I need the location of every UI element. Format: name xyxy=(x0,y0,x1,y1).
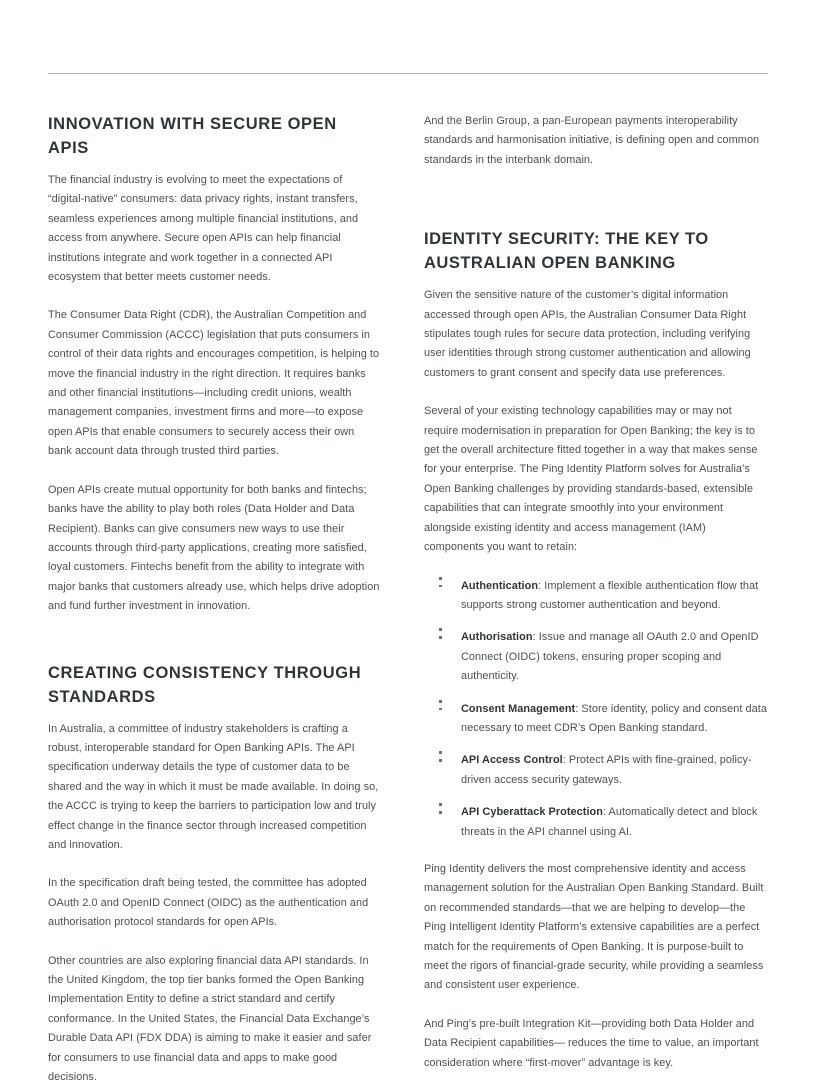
paragraph-existing-technology-capabilities: Several of your existing technology capabilities may or may not require modernisation in preparation for Open Banking; the key is to get the overall architecture fitted together in a way that makes sense for your enterprise. The Ping Identity Platform solves for Australia’s Open Banking challenges by providing standards-based, extensible capabilities that can integrate smoothly into your environment alongside existing identity and access management (IAM) components you want to retain: xyxy=(424,405,758,554)
paragraph-ping-identity-delivers: Ping Identity delivers the most comprehensive identity and access management solution for the Australian Open Banking Standard. Built on recommended standards—that we are helping to develop—the Ping Intelligent Identity Platform’s extensive capabilities are a perfect match for the requirements of Open Banking. It is purpose-built to meet the rigors of financial-grade security, while providing a seamless and consistent user experience. xyxy=(424,862,764,992)
bullet-marker-icon xyxy=(439,628,442,631)
capability-description: : Protect APIs with fine-grained, policy-driven access security gateways. xyxy=(461,754,752,786)
capabilities-list-block xyxy=(424,577,768,842)
heading-innovation-with-secure-open-apis: INNOVATION WITH SECURE OPEN APIS xyxy=(48,115,337,157)
capability-term: Consent Management xyxy=(461,702,576,715)
paragraph-financial-industry-evolving: The financial industry is evolving to meet the expectations of “digital-native” consumers: data privacy rights, instant transfers, seamless experiences among multiple financial institutions, and access from anywhere. Secure open APIs can help financial institutions integrate and work together in a connected API ecosystem that better meets customer needs. xyxy=(48,174,359,284)
bullet-marker-icon xyxy=(439,700,442,703)
bullet-marker-icon xyxy=(439,803,442,806)
list-item xyxy=(439,751,768,790)
bullet-marker-icon xyxy=(439,751,442,754)
heading-creating-consistency-through-standards: CREATING CONSISTENCY THROUGH STANDARDS xyxy=(48,663,362,706)
left-column xyxy=(48,112,381,1087)
list-item xyxy=(439,577,768,616)
bullet-marker-icon xyxy=(439,577,442,580)
capability-term: Authentication xyxy=(461,579,539,592)
paragraph-consumer-data-right: The Consumer Data Right (CDR), the Australian Competition and Consumer Commission (ACCC) legislation that puts consumers in control of their data rights and encourages competition, is helping to move the financial industry in the right direction. It requires banks and other financial institutions—including credit unions, wealth management companies, investment firms and more—to expose open APIs that enable consumers to securely access their own bank account data through trusted third parties. xyxy=(48,309,380,458)
capability-term: API Cyberattack Protection xyxy=(461,806,603,819)
paragraph-specification-draft-oauth: In the specification draft being tested, the committee has adopted OAuth 2.0 and OpenID Connect (OIDC) as the authentication and authorisation protocol standards for open APIs. xyxy=(48,877,369,929)
two-column-body xyxy=(48,112,768,1087)
capability-term: Authorisation xyxy=(461,631,533,644)
right-column xyxy=(424,112,768,1073)
paragraph-berlin-group: And the Berlin Group, a pan-European payments interoperability standards and harmonisation initiative, is defining open and common standards in the interbank domain. xyxy=(424,115,760,166)
header-divider-rule xyxy=(48,73,768,74)
capability-description: : Store identity, policy and consent data necessary to meet CDR’s Open Banking standard. xyxy=(461,702,767,734)
list-item xyxy=(439,628,768,686)
capabilities-list xyxy=(424,577,768,842)
paragraph-open-apis-mutual-opportunity: Open APIs create mutual opportunity for both banks and fintechs; banks have the ability to play both roles (Data Holder and Data Recipient). Banks can give consumers new ways to use their accounts through third-party applications, creating more satisfied, loyal customers. Fintechs benefit from the ability to integrate with major banks that customers already use, which helps drive adoption and fund further investment in innovation. xyxy=(48,483,380,613)
paragraph-other-countries-api-standards: Other countries are also exploring financial data API standards. In the United Kingdom, the top tier banks formed the Open Banking Implementation Entity to define a strict standard and certify conformance. In the United States, the Financial Data Exchange’s Durable Data API (FDX DDA) is aiming to make it easier and safer for consumers to use financial data and apps to make good decisions. xyxy=(48,954,372,1084)
paragraph-integration-kit: And Ping’s pre-built Integration Kit—providing both Data Holder and Data Recipient capabilities— reduces the time to value, an important consideration where “first-mover” advantage is key. xyxy=(424,1017,759,1069)
heading-identity-security-key-to-australian-open-banking: IDENTITY SECURITY: THE KEY TO AUSTRALIAN OPEN BANKING xyxy=(424,230,709,273)
capability-term: API Access Control xyxy=(461,754,563,767)
paragraph-sensitive-nature-customer-data: Given the sensitive nature of the customer’s digital information accessed through open APIs, the Australian Consumer Data Right stipulates tough rules for secure data protection, including verifying user identities through strong customer authentication and allowing customers to grant consent and specify data use preferences. xyxy=(424,289,751,379)
list-item xyxy=(439,700,768,739)
capability-description: : Implement a flexible authentication flow that supports strong customer authentication and beyond. xyxy=(461,579,759,611)
capability-description: : Automatically detect and block threats in the API channel using AI. xyxy=(461,806,758,838)
list-item xyxy=(439,803,768,842)
paragraph-australia-committee-standard: In Australia, a committee of industry stakeholders is crafting a robust, interoperable standard for Open Banking APIs. The API specification underway details the type of customer data to be shared and the way in which it must be made available. In doing so, the ACCC is trying to keep the barriers to participation low and truly effect change in the finance sector through increased competition and innovation. xyxy=(48,722,379,851)
capability-description: : Issue and manage all OAuth 2.0 and OpenID Connect (OIDC) tokens, ensuring proper scoping and authenticity. xyxy=(461,631,759,683)
